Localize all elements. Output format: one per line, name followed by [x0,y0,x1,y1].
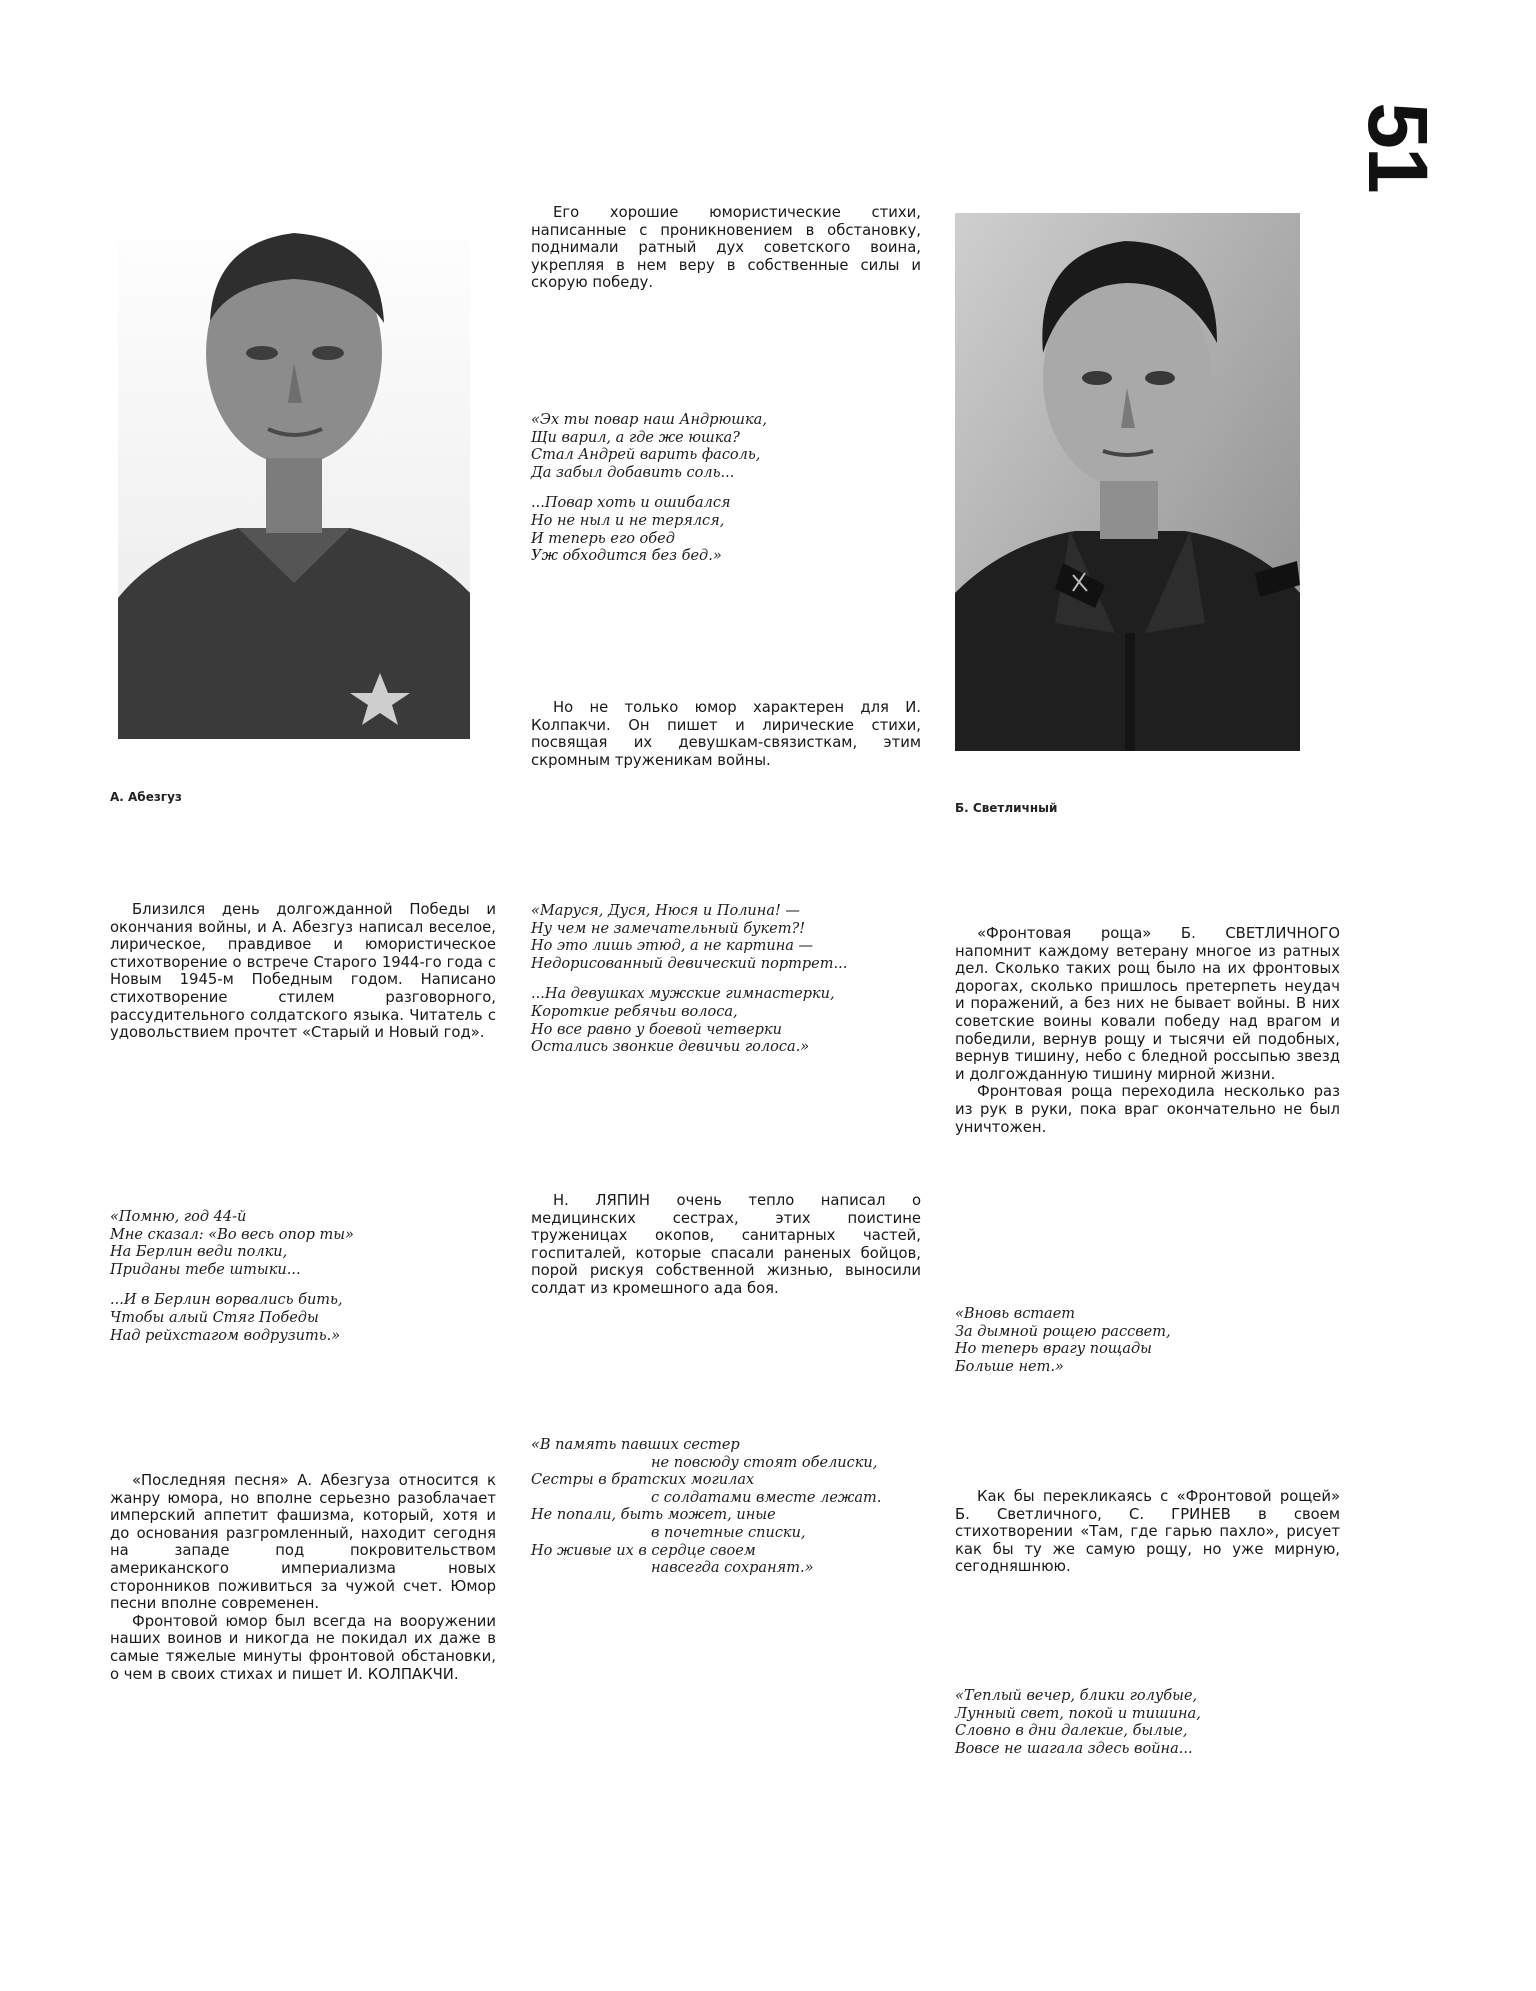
col2-paragraph-lyapin [531,1192,921,1298]
verse-line: Над рейхстагом водрузить.» [110,1327,341,1344]
verse-line: «Помню, год 44-й [110,1209,247,1225]
verse-line: Но теперь врагу пощады [955,1341,1152,1358]
verse-line: Но не ныл и не терялся, [531,512,725,529]
poem-vnov-vstaet [955,1306,1340,1376]
caption-right: Б. Светличный [955,801,1058,815]
poem-sisters [531,1437,931,1578]
verse-line: Уж обходится без бед.» [531,548,722,565]
verse-line: Мне сказал: «Во весь опор ты» [110,1226,354,1243]
verse-line: Стал Андрей варить фасоль, [531,447,761,464]
portrait-photo-svetlichny [955,213,1300,751]
paragraph: Фронтовая роща переходила несколько раз из рук в руки, пока враг окончательно не был уничтожен. [955,1083,1340,1136]
col3-paragraph-grinev [955,1488,1340,1576]
verse-line: ...И в Берлин ворвались бить, [110,1292,343,1309]
paragraph: Как бы перекликаясь с «Фронтовой рощей» Б. Светличного, С. ГРИНЕВ в своем стихотворении «Там, где гарью пахло», рисует как бы ту же самую рощу, но уже мирную, сегодняшнюю. [955,1488,1340,1576]
paragraph: Но не только юмор характерен для И. Колпакчи. Он пишет и лирические стихи, посвящая их девушкам-связисткам, этим скромным труженикам войны. [531,699,921,769]
verse-line: не повсюду стоят обелиски, [651,1454,878,1471]
portrait-illustration [118,203,470,739]
paragraph: Фронтовой юмор был всегда на вооружении наших воинов и никогда не покидал их даже в самые тяжелые минуты фронтовой обстановки, о чем в своих стихах и пишет И. КОЛПАКЧИ. [110,1612,496,1683]
verse-line: Больше нет.» [955,1358,1064,1375]
verse-line: За дымной рощею рассвет, [955,1323,1171,1340]
verse-line: Остались звонкие девичьи голоса.» [531,1039,810,1056]
col3-paragraphs-roshcha [955,925,1340,1136]
verse-line: «В память павших сестер [531,1437,740,1453]
verse-line: с солдатами вместе лежат. [651,1489,882,1506]
poem-andryushka [531,412,921,579]
poem-god-44 [110,1209,496,1358]
verse-line: На Берлин веди полки, [110,1244,288,1261]
verse-line: Лунный свет, покой и тишина, [955,1705,1201,1722]
verse-line: Короткие ребячьи волоса, [531,1003,738,1020]
poem-marusya [531,903,931,1070]
portrait-illustration [955,213,1300,751]
verse-line: «Вновь встает [955,1306,1076,1322]
verse-line: ...На девушках мужские гимнастерки, [531,986,835,1003]
verse-line: Недорисованный девический портрет... [531,955,848,972]
poem-teply-vecher [955,1688,1340,1758]
verse-line: Но живые их в сердце своем [531,1542,756,1559]
col2-paragraph-lyric [531,699,921,769]
verse-line: в почетные списки, [651,1524,806,1541]
col1-paragraph-victory [110,901,496,1042]
verse-line: Но все равно у боевой четверки [531,1021,782,1038]
verse-line: Не попали, быть может, иные [531,1507,776,1524]
verse-line: Словно в дни далекие, былые, [955,1723,1188,1740]
verse-line: Но это лишь этюд, а не картина — [531,938,814,955]
verse-line: «Маруся, Дуся, Нюся и Полина! — [531,903,800,919]
verse-line: Чтобы алый Стяг Победы [110,1309,319,1326]
col2-intro-paragraph [531,204,921,292]
verse-line: Вовсе не шагала здесь война... [955,1740,1193,1757]
verse-line: Сестры в братских могилах [531,1472,755,1489]
verse-line: Да забыл добавить соль... [531,464,735,481]
verse-line: навсегда сохранят.» [651,1560,814,1577]
col1-paragraphs-humor [110,1472,496,1683]
verse-line: ...Повар хоть и ошибался [531,495,731,512]
portrait-photo-abezguz [118,203,470,739]
paragraph: Близился день долгожданной Победы и окончания войны, и А. Абезгуз написал веселое, лирическое, правдивое и юмористическое стихотворение о встрече Старого 1944-го года с Новым 1945-м Победным годом. Написано стихотворение стилем разговорного, рассудительного солдатского языка. Читатель с удовольствием прочтет «Старый и Новый год». [110,901,496,1042]
verse-line: «Теплый вечер, блики голубые, [955,1688,1198,1704]
page-number: 51 [1351,102,1446,192]
paragraph: «Фронтовая роща» Б. СВЕТЛИЧНОГО напомнит каждому ветерану многое из ратных дел. Сколько таких рощ было на их фронтовых дорогах, сколько пришлось претерпеть неудач и поражений, а без них не бывает войны. В них советские воины ковали победу над врагом и победили, вернув рощу и тысячи ей подобных, вернув тишину, небо с бледной россыпью звезд и долгожданную тишину мирной жизни. [955,925,1340,1083]
verse-line: Приданы тебе штыки... [110,1261,301,1278]
verse-line: Щи варил, а где же юшка? [531,429,740,446]
verse-line: «Эх ты повар наш Андрюшка, [531,412,767,428]
paragraph: Его хорошие юмористические стихи, написанные с проникновением в обстановку, поднимали ратный дух советского воина, укрепляя в нем веру в собственные силы и скорую победу. [531,204,921,292]
verse-line: И теперь его обед [531,530,675,547]
verse-line: Ну чем не замечательный букет?! [531,920,806,937]
paragraph: Н. ЛЯПИН очень тепло написал о медицинских сестрах, этих поистине труженицах окопов, санитарных частей, госпиталей, которые спасали раненых бойцов, порой рискуя собственной жизнью, выносили солдат из кромешного ада боя. [531,1192,921,1297]
caption-left: А. Абезгуз [110,790,182,804]
paragraph: «Последняя песня» А. Абезгуза относится к жанру юмора, но вполне серьезно разоблачает имперский аппетит фашизма, который, хотя и до основания разгромленный, находит сегодня на западе под покровительством американского империализма новых сторонников поживиться за чужой счет. Юмор песни вполне современен. [110,1472,496,1613]
